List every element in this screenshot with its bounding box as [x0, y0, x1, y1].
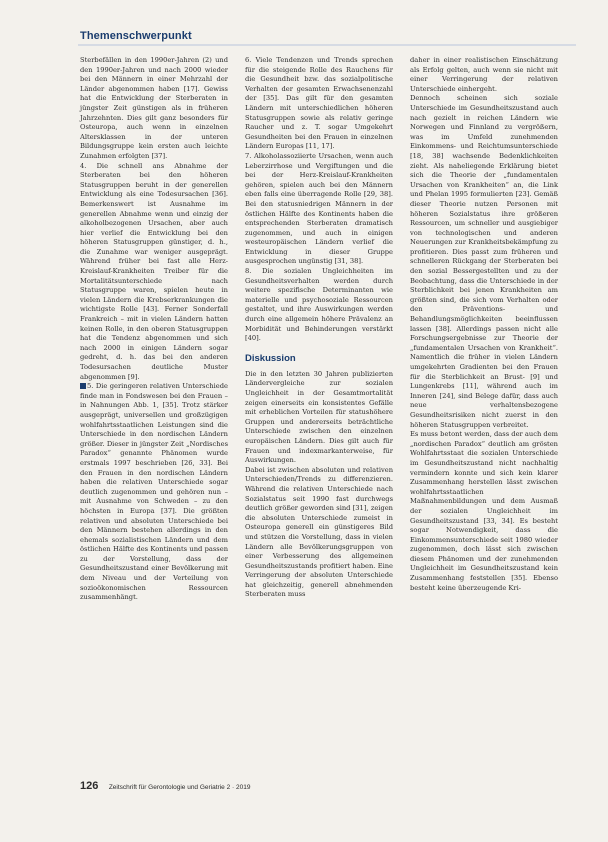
paragraph: Die in den letzten 30 Jahren publizierten Ländervergleiche zur sozialen Ungleichheit in der Gesamtmortalität zeigen einerseits ein konsistentes Gefälle mit erheblichen Vorteilen für statushöhere Gruppen und andererseits beträchtliche Unterschiede zwischen den einzelnen europäischen Ländern. Dies gilt auch für Frauen und indexmarkanterweise, für Auswirkungen. [245, 369, 393, 465]
list-item: 7. Alkoholassoziierte Ursachen, wenn auch Leberzirrhose und Vergiftungen und die bei der Herz-Kreislauf-Krankheiten gehören, spielen auch bei den Männern eben falls eine überragende Rolle [29, 38]. Bei den statusniedrigen Männern in der östlichen Hälfte des Kontinents haben die entsprechenden Sterberaten dramatisch zugenommen, und auch in einigen westeuropäischen Ländern verlief die Entwicklung in dieser Gruppe ausgesprochen ungünstig [31, 38]. [245, 151, 393, 266]
list-item: 6. Viele Tendenzen und Trends sprechen für die steigende Rolle des Rauchens für die Gesundheit bzw. das sozialpolitische Verhalten der gesamten Erwachsenenzahl der [35]. Das gilt für den gesamten Ländern mit unterschiedlichen höheren Statusgruppen sowie als relativ geringe Raucher und z. T. sogar Umgekehrt Gesundheiten bei den Frauen in einzelnen Ländern Europas [11, 17]. [245, 56, 393, 151]
list-item: 8. Die sozialen Ungleichheiten im Gesundheitsverhalten werden durch weitere spezifische Determinanten wie materielle und psychosoziale Ressourcen gestaltet, und ihre Auswirkungen werden durch eine allgemein höhere Prävalenz an Morbidität und Behinderungen verstärkt [40]. [245, 267, 393, 343]
paragraph-text: 5. Die geringeren relativen Unterschiede finde man in Fondswesen bei den Frauen – in Nahnungen Abb. 1, [35]. Trotz stärker ausgeprägt, universellen und großzügigen wohlfahrtsstaatlichen Leistungen sind die Unterschiede in den nordischen Ländern größer. Dieser in jüngster Zeit „Nordisches Paradox“ genannte Phänomen wurde erstmals 1997 beschrieben [26, 33]. Bei den Frauen in den nordischen Ländern haben die relativen Unterschiede sogar deutlich zugenommen und gehören nun – mit Ausnahme von Schweden – zu den höchsten in Europa [37]. Die größten relativen und absoluten Unterschiede bei den Männern bestehen allerdings in den ehemals sozialistischen Ländern und dem östlichen Hälfte des Kontinents und passen zu der Vorstellung, dass der Gesundheitszustand einer Bevölkerung mit dem Niveau und der Verteilung von sozioökonomischen Ressourcen zusammenhängt. [80, 382, 228, 602]
section-header: Themenschwerpunkt [80, 30, 192, 42]
figure-marker-icon [80, 383, 86, 389]
list-item [80, 382, 228, 603]
paragraph: Sterbefällen in den 1990er-Jahren (2) und den 1990er-Jahren und nach 2000 wieder bei den Männern in einer Mehrzahl der Länder abgenommen haben [17]. Gewiss hat die Entwicklung der Sterberaten in jüngster Zeit günstigen als in früheren Jahrzehnten. Dies gilt ganz besonders für Osteuropa, auch wenn in einzelnen Altersklassen in der unteren Bildungsgruppe kein ersten auch leichte Zunahmen erfolgten [37]. [80, 56, 228, 160]
page-number: 126 [80, 780, 99, 792]
paragraph: daher in einer realistischen Einschätzung als Erfolg gelten, auch wenn sie nicht mit einer Verringerung der relativen Unterschiede einhergeht. [410, 56, 558, 93]
paragraph: Es muss betont werden, dass der auch dem „nordischen Paradox“ deutlich am grösten Wohlfahrtsstaat die sozialen Unterschiede im Gesundheitszustand nicht nachhaltig vermindern konnte und sich kein klarer Zusammenhang herstellen lässt zwischen wohlfahrtsstaatlichen Maßnahmenbildungen und dem Ausmaß der sozialen Ungleichheit im Gesundheitszustand [33, 34]. Es besteht sogar Notwendigkeit, dass die Einkommensunterschiede seit 1980 wieder zugenommen, doch lässt sich zwischen diesem Phänomen und der zunehmenden Ungleichheit im Gesundheitszustand kein Zusammenhang feststellen [35]. Ebenso besteht keine überzeugende Kri- [410, 430, 558, 592]
paragraph: Dennoch scheinen sich soziale Unterschiede im Gesundheitszustand auch nach gezielt in reichen Ländern wie Norwegen und Finnland zu vergrößern, was im Umfeld zunehmenden Einkommens- und Reichtumsunterschiede [18, 38] wachsende Bedenklichkeiten zieht. Als naheliegende Erklärung bietet sich die Theorie der „fundamentalen Ursachen von Krankheiten“ an, die Link und Phelan 1995 formulierten [23]. Gemäß dieser Theorie nutzen Personen mit höheren Sozialstatus ihre größeren Ressourcen, um schneller und ausgiebiger von technologischen und anderen Neuerungen zur Krankheitsbekämpfung zu profitieren. Dies passt zum früheren und schnelleren Rückgang der Sterberaten bei den sozial Bessergestellten und zu der Beobachtung, dass die Unterschiede in der Sterblichkeit bei jenen Krankheiten am größten sind, die sich vom Verhalten oder den Präventions- und Behandlungsmöglichkeiten beeinflussen lassen [38]. Allerdings passen nicht alle Forschungsergebnisse zur Theorie der „fundamentalen Ursachen von Krankheit“. Namentlich die früher in vielen Ländern umgekehrten Gradienten bei den Frauen für die Sterblichkeit an Brust- [9] und Lungenkrebs [11], während auch im Inneren [24], sind Belege dafür, dass auch neue verhaltensbezogene Gesundheitsrisiken nicht zuerst in den höheren Statusgruppen verbreitet. [410, 94, 558, 429]
journal-citation: Zeitschrift für Gerontologie und Geriatrie 2 · 2019 [108, 784, 251, 791]
section-title: Diskussion [245, 352, 296, 364]
list-item: 4. Die schnell ans Abnahme der Sterberaten bei den höheren Statusgruppen beruht in der generellen Entwicklung als eine Todesursachen [36]. Bemerkenswert ist Ausnahme im generellen Abnahme wenn und einzig der alkoholbezogenen Ursachen, aber auch hier verlief die Entwicklung bei den höheren Statusgruppen günstiger, d. h., die Zunahme war weniger ausgeprägt. Während früher bei fast alle Herz-Kreislauf-Krankheiten Treiber für die Mortalitätsunterschiede nach Statusgruppe waren, spielen heute in vielen Ländern die Krebserkrankungen die wichtigste Rolle [43]. Ferner Sonderfall Frankreich – mit in vielen Ländern hatten keinen Rolle, in den oberen Statusgruppen hat die Tendenz abgenommen und sich nach 2000 in einigen Ländern sogar gedreht, d. h. das bei den anderen Todesursachen deutliche Muster abgenommen [9]. [80, 161, 228, 381]
text-column-1 [80, 56, 228, 603]
page-footer [80, 776, 250, 794]
paragraph: Dabei ist zwischen absoluten und relativen Unterschieden/Trends zu differenzieren. Während die relativen Unterschiede nach Sozialstatus seit 1990 fast durchwegs deutlich größer geworden sind [31], zeigen die absoluten Unterschiede zumeist in Osteuropa generell ein günstigeres Bild und stützen die Vorstellung, dass in vielen Ländern alle Bevölkerungsgruppen von einer Verbesserung des allgemeinen Gesundheitszustands profitiert haben. Eine Verringerung der absoluten Unterschiede hat gleichzeitig, generell abnehmenden Sterberaten muss [245, 465, 393, 599]
text-column-3 [410, 56, 558, 593]
text-column-2 [245, 56, 393, 600]
header-rule [78, 44, 576, 46]
